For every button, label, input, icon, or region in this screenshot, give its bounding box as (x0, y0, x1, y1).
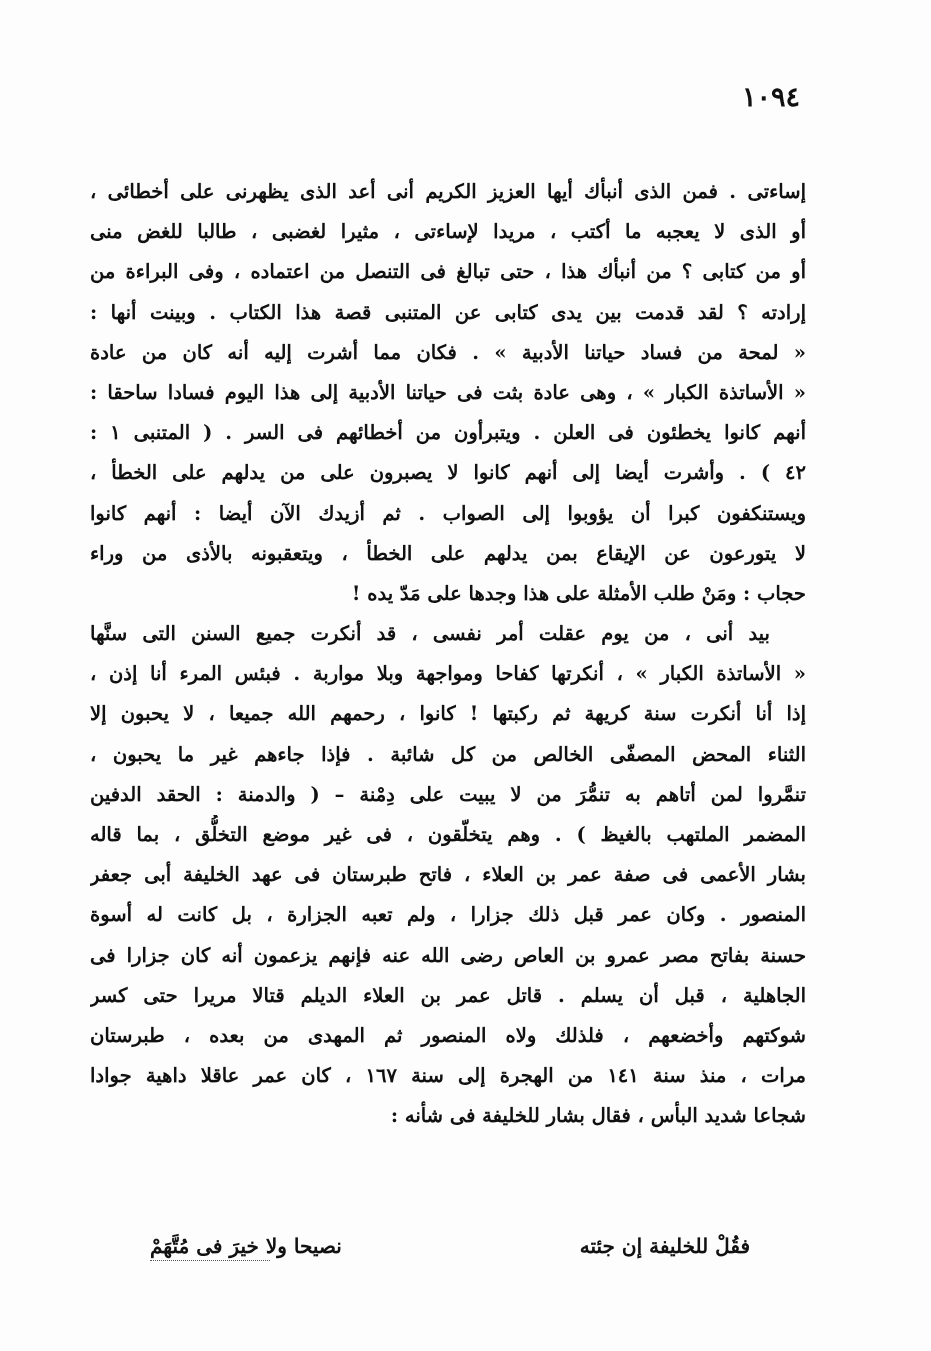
body-text (90, 172, 806, 1137)
text-line: ٤٢ ) . وأشرت أيضا إلى أنهم كانوا لا يصبرون على من يدلهم على الخطأ ، (90, 461, 806, 485)
text-line: حسنة بفاتح مصر عمرو بن العاص رضى الله عنه فإنهم يزعمون أنه كان جزارا فى (90, 943, 806, 967)
text-line: أنهم كانوا يخطئون فى العلن . ويتبرأون من أخطائهم فى السر . ( المتنبى ١ : (90, 421, 806, 445)
text-line: بشار الأعمى فى صفة عمر بن العلاء ، فاتح طبرستان فى عهد الخليفة أبى جعفر (90, 863, 806, 887)
text-line: مرات ، منذ سنة ١٤١ من الهجرة إلى سنة ١٦٧ ، كان عمر عاقلا داهية جوادا (90, 1064, 806, 1088)
verse-first-hemistich: فقُلْ للخليفة إن جئته (579, 1234, 750, 1258)
text-line: إساءتى . فمن الذى أنبأك أيها العزيز الكريم أنى أعد الذى يظهرنى على أخطائى ، (90, 180, 806, 203)
text-line: أو من كتابى ؟ من أنبأك هذا ، حتى تبالغ فى التنصل من اعتماده ، وفى البراءة من (90, 260, 806, 284)
text-line: إذا أنا أنكرت سنة كريهة ثم ركبتها ! كانوا ، رحمهم الله جميعا ، لا يحبون إلا (90, 702, 806, 726)
poetry-verse (150, 1226, 750, 1266)
text-line: ويستنكفون كبرا أن يؤوبوا إلى الصواب . ثم أزيدك الآن أيضا : أنهم كانوا (90, 501, 806, 525)
text-line: بيد أنى ، من يوم عقلت أمر نفسى ، قد أنكرت جميع السنن التى سنَّها (90, 622, 770, 646)
text-line: لا يتورعون عن الإيقاع بمن يدلهم على الخطأ ، ويتعقبونه بالأذى من وراء (90, 541, 806, 565)
text-line: « لمحة من فساد حياتنا الأدبية » . فكان مما أشرت إليه أنه كان من عادة (90, 340, 806, 364)
verse-underline (150, 1260, 270, 1261)
text-line: تنمَّروا لمن أتاهم به تنمُّرَ من لا يبيت على دِمْنة – ( والدمنة : الحقد الدفين (90, 782, 806, 806)
text-line: شوكتهم وأخضعهم ، فلذلك ولاه المنصور ثم المهدى من بعده ، طبرستان (90, 1023, 806, 1047)
page-number: ١٠٩٤ (741, 82, 800, 113)
text-line: حجاب : ومَنْ طلب الأمثلة على هذا وجدها على مَدّ يده ! (351, 581, 806, 605)
text-line: شجاعا شديد البأس ، فقال بشار للخليفة فى شأنه : (390, 1104, 806, 1128)
text-line: أو الذى لا يعجبه ما أكتب ، مريدا لإساءتى ، مثيرا لغضبى ، طالبا للغض منى (90, 220, 806, 244)
text-line: الثناء المحض المصفّى الخالص من كل شائبة . فإذا جاءهم غير ما يحبون ، (90, 742, 806, 766)
text-line: إرادته ؟ لقد قدمت بين يدى كتابى عن المتنبى قصة هذا الكتاب . وبينت أنها : (90, 300, 806, 324)
text-line: « الأساتذة الكبار » ، أنكرتها كفاحا ومواجهة وبلا مواربة . فبئس المرء أنا إذن ، (90, 662, 806, 686)
text-line: المضمر الملتهب بالغيظ ) . وهم يتخلّقون ، فى غير موضع التخلُّق ، بما قاله (90, 823, 806, 846)
text-line: الجاهلية ، قبل أن يسلم . قاتل عمر بن العلاء الديلم قتالا مريرا حتى كسر (90, 983, 806, 1007)
text-line: المنصور . وكان عمر قبل ذلك جزارا ، ولم تعبه الجزارة ، بل كانت له أسوة (90, 903, 806, 927)
verse-second-hemistich: نصيحا ولا خيرَ فى مُتَّهَمْ (150, 1234, 342, 1258)
text-line: « الأساتذة الكبار » ، وهى عادة بثت فى حياتنا الأدبية إلى هذا اليوم فسادا ساحقا : (90, 380, 806, 404)
